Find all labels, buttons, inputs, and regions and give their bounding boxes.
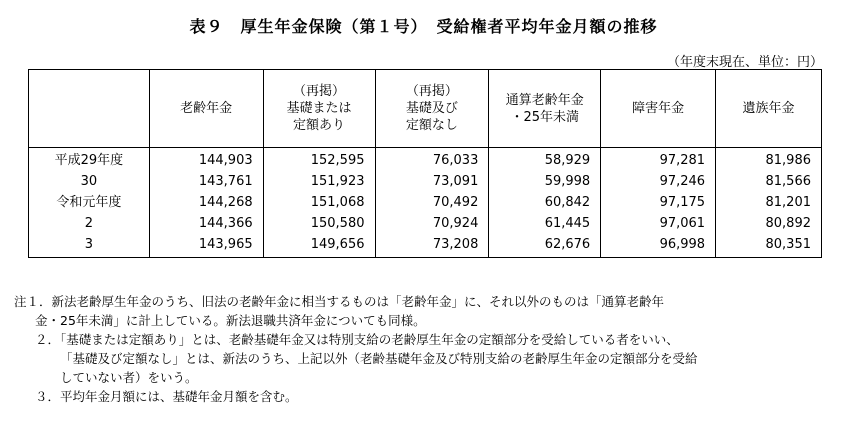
row-label: 平成29年度	[29, 148, 150, 172]
header-label: 定額なし	[405, 118, 458, 133]
table-cell: 144,268	[149, 192, 263, 213]
table-cell: 149,656	[263, 234, 375, 258]
table-row	[29, 192, 822, 213]
table-cell: 96,998	[601, 234, 716, 258]
table-cell: 81,201	[716, 192, 822, 213]
row-label: 2	[29, 213, 150, 234]
table-row	[29, 234, 822, 258]
table-cell: 143,965	[149, 234, 263, 258]
table-cell: 76,033	[375, 148, 489, 172]
header-kiso-ari	[263, 70, 375, 148]
header-label: （再掲）	[405, 84, 458, 99]
row-label: 令和元年度	[29, 192, 150, 213]
table-cell: 97,246	[601, 171, 716, 192]
pension-table	[28, 69, 822, 258]
table-cell: 143,761	[149, 171, 263, 192]
footnote-line: 金・25年未満」に計上している。新法退職共済年金についても同様。	[35, 313, 426, 328]
table-cell: 152,595	[263, 148, 375, 172]
table-row	[29, 148, 822, 172]
footnote-line: ２．「基礎または定額あり」とは、老齢基礎年金又は特別支給の老齢厚生年金の定額部分を受給している者をいい、	[35, 332, 679, 347]
table-cell: 151,923	[263, 171, 375, 192]
header-label: 老齢年金	[180, 101, 233, 116]
table-cell: 58,929	[489, 148, 601, 172]
table-cell: 59,998	[489, 171, 601, 192]
row-label: 3	[29, 234, 150, 258]
footnote-line: していない者）をいう。	[60, 370, 198, 385]
table-cell: 62,676	[489, 234, 601, 258]
header-label: 基礎及び	[405, 101, 458, 116]
header-izoku	[716, 70, 822, 148]
table-cell: 60,842	[489, 192, 601, 213]
header-shogai	[601, 70, 716, 148]
table-cell: 73,208	[375, 234, 489, 258]
header-label: （再掲）	[293, 84, 346, 99]
page-title: 表９ 厚生年金保険（第１号） 受給権者平均年金月額の推移	[189, 17, 658, 36]
table-cell: 81,986	[716, 148, 822, 172]
table-cell: 150,580	[263, 213, 375, 234]
unit-note: （年度末現在、単位：円）	[666, 55, 823, 70]
footnote-line: 「基礎及び定額なし」とは、新法のうち、上記以外（老齢基礎年金及び特別支給の老齢厚生年金の定額部分を受給	[60, 351, 698, 366]
table-cell: 81,566	[716, 171, 822, 192]
table-cell: 70,924	[375, 213, 489, 234]
table-cell: 61,445	[489, 213, 601, 234]
table-cell: 97,061	[601, 213, 716, 234]
table-cell: 151,068	[263, 192, 375, 213]
table-cell: 144,366	[149, 213, 263, 234]
header-tsusan	[489, 70, 601, 148]
header-kiso-nashi	[375, 70, 489, 148]
table-cell: 73,091	[375, 171, 489, 192]
header-label: 定額あり	[293, 118, 346, 133]
header-label: 基礎または	[286, 101, 352, 116]
table-cell: 70,492	[375, 192, 489, 213]
table-cell: 80,351	[716, 234, 822, 258]
row-label: 30	[29, 171, 150, 192]
header-label: 通算老齢年金	[505, 92, 584, 108]
header-label: ・25年未満	[510, 109, 580, 125]
footnote-line: ３．平均年金月額には、基礎年金月額を含む。	[35, 389, 298, 404]
header-label: 遺族年金	[742, 101, 795, 116]
table-row	[29, 213, 822, 234]
header-label: 障害年金	[632, 101, 685, 116]
header-corner	[29, 70, 150, 148]
table-cell: 80,892	[716, 213, 822, 234]
table-cell: 97,175	[601, 192, 716, 213]
table-row	[29, 171, 822, 192]
header-rourei	[149, 70, 263, 148]
table-cell: 97,281	[601, 148, 716, 172]
footnote-line: 注１．新法老齢厚生年金のうち、旧法の老齢年金に相当するものは「老齢年金」に、それ以外のものは「通算老齢年	[14, 294, 665, 309]
footnotes	[14, 292, 834, 406]
table-cell: 144,903	[149, 148, 263, 172]
